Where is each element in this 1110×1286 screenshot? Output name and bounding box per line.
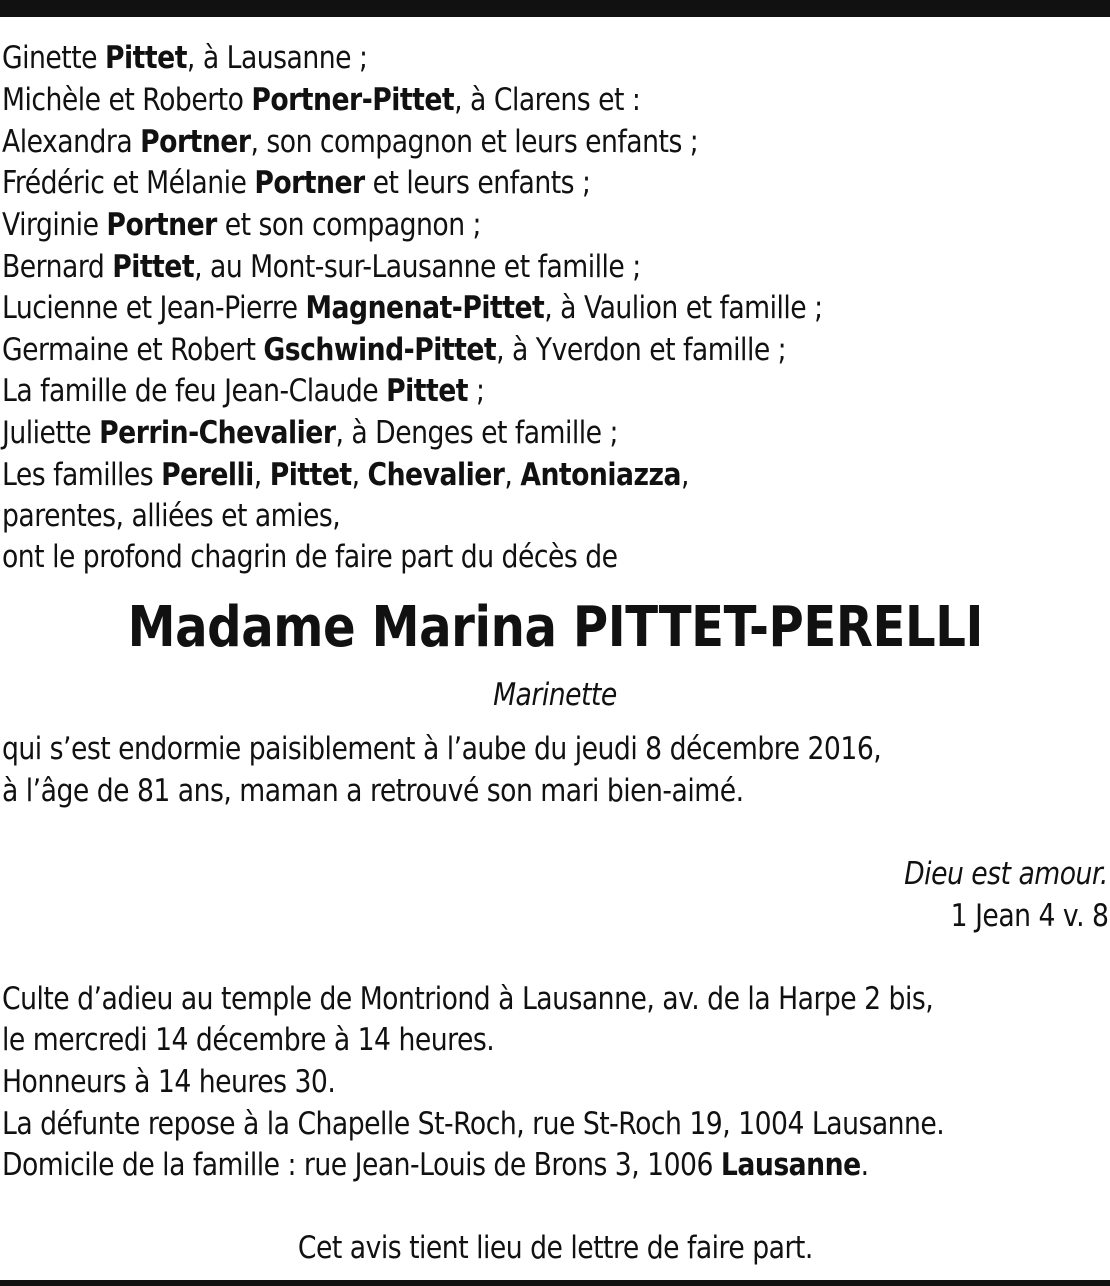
honours-line: Honneurs à 14 heures 30. [2, 1064, 336, 1100]
family-line: Alexandra Portner, son compagnon et leurs enfants ; [2, 124, 699, 160]
service-line: Culte d’adieu au temple de Montriond à Lausanne, av. de la Harpe 2 bis, [2, 981, 934, 1017]
family-line: Germaine et Robert Gschwind-Pittet, à Yverdon et famille ; [2, 332, 787, 368]
announce-line: ont le profond chagrin de faire part du décès de [2, 539, 618, 575]
family-line: Lucienne et Jean-Pierre Magnenat-Pittet, à Vaulion et famille ; [2, 290, 823, 326]
family-line: Juliette Perrin-Chevalier, à Denges et famille ; [2, 415, 619, 451]
bottom-rule [0, 1280, 1110, 1286]
death-line: qui s’est endormie paisiblement à l’aube du jeudi 8 décembre 2016, [2, 731, 882, 767]
families-line: Les familles Perelli, Pittet, Chevalier, Antoniazza, [2, 457, 689, 493]
footer-note: Cet avis tient lieu de lettre de faire part. [297, 1230, 813, 1266]
quote-reference: 1 Jean 4 v. 8 [950, 898, 1108, 934]
family-line: Bernard Pittet, au Mont-sur-Lausanne et famille ; [2, 249, 641, 285]
family-line: Frédéric et Mélanie Portner et leurs enfants ; [2, 165, 591, 201]
service-line: le mercredi 14 décembre à 14 heures. [2, 1022, 495, 1058]
top-rule [0, 0, 1110, 17]
quote: Dieu est amour. [904, 856, 1108, 892]
deceased-name: Madame Marina PITTET-PERELLI [127, 595, 983, 660]
family-line: Virginie Portner et son compagnon ; [2, 207, 482, 243]
death-line: à l’âge de 81 ans, maman a retrouvé son mari bien-aimé. [2, 773, 744, 809]
parentes-line: parentes, alliées et amies, [2, 498, 341, 534]
nickname: Marinette [493, 677, 617, 713]
family-line: La famille de feu Jean-Claude Pittet ; [2, 373, 485, 409]
domicile-line: Domicile de la famille : rue Jean-Louis de Brons 3, 1006 Lausanne. [2, 1147, 869, 1183]
family-line: Michèle et Roberto Portner-Pittet, à Clarens et : [2, 82, 641, 118]
family-line: Ginette Pittet, à Lausanne ; [2, 40, 368, 76]
rest-line: La défunte repose à la Chapelle St-Roch, rue St-Roch 19, 1004 Lausanne. [2, 1106, 945, 1142]
